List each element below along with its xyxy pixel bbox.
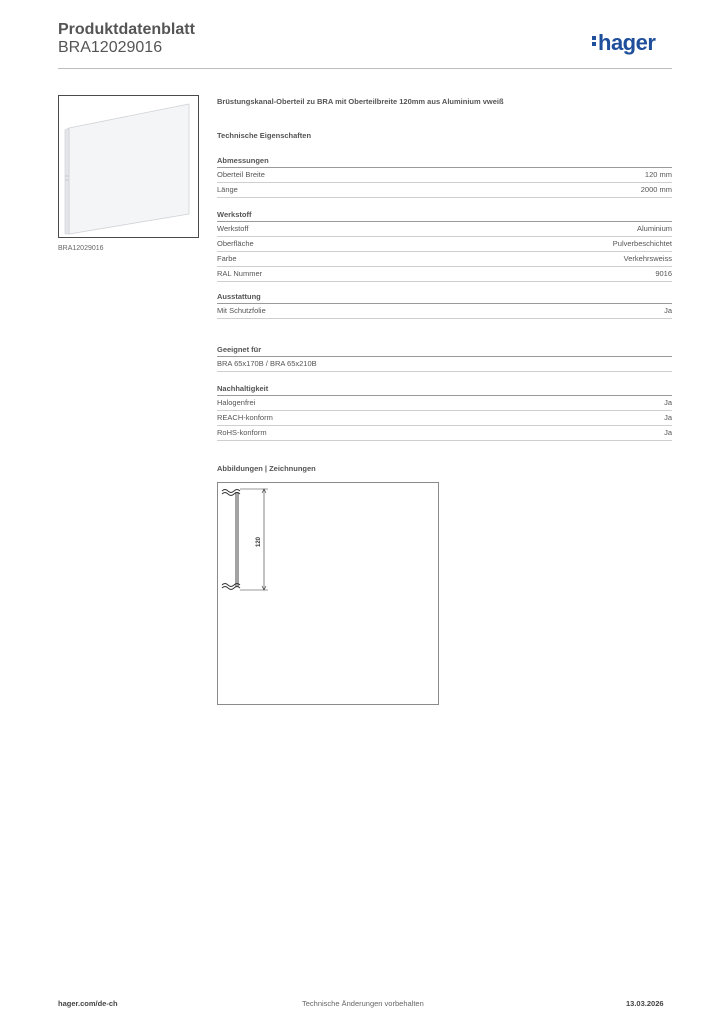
- property-label: Farbe: [217, 254, 237, 263]
- property-value: Ja: [664, 428, 672, 437]
- property-row: [217, 396, 672, 411]
- document-title: Produktdatenblatt: [58, 21, 195, 38]
- section-title: Abmessungen: [217, 155, 672, 168]
- property-value: 9016: [655, 269, 672, 278]
- section-equipment: [217, 291, 672, 319]
- property-value: Aluminium: [636, 224, 672, 233]
- footer-date: 13.03.2026: [626, 999, 664, 1008]
- figures-title: Abbildungen | Zeichnungen: [217, 464, 316, 473]
- property-value: 120 mm: [644, 170, 672, 179]
- header-divider: [58, 68, 672, 69]
- section-sustainability: [217, 383, 672, 441]
- property-value: 2000 mm: [640, 185, 672, 194]
- property-label: RAL Nummer: [217, 269, 263, 278]
- property-label: Oberteil Breite: [217, 170, 265, 179]
- logo-dots-icon: [592, 34, 596, 48]
- property-label: BRA 65x170B / BRA 65x210B: [217, 359, 317, 368]
- section-title: Ausstattung: [217, 291, 672, 304]
- property-row: [217, 252, 672, 267]
- property-value: Verkehrsweiss: [623, 254, 672, 263]
- property-row: [217, 304, 672, 319]
- hager-logo: [592, 30, 655, 56]
- logo-text: hager: [598, 30, 656, 55]
- property-value: Ja: [664, 398, 672, 407]
- property-value: Ja: [664, 413, 672, 422]
- product-image: [58, 95, 199, 238]
- property-label: Länge: [217, 185, 238, 194]
- technical-properties-title: Technische Eigenschaften: [217, 131, 312, 140]
- property-row: [217, 426, 672, 441]
- property-row: [217, 168, 672, 183]
- property-row: [217, 267, 672, 282]
- product-code: BRA12029016: [58, 39, 163, 56]
- section-title: Werkstoff: [217, 209, 672, 222]
- property-row: [217, 222, 672, 237]
- section-material: [217, 209, 672, 282]
- property-row: [217, 411, 672, 426]
- footer-disclaimer: Technische Änderungen vorbehalten: [302, 999, 424, 1008]
- section-dimensions: [217, 155, 672, 198]
- footer-website-link[interactable]: hager.com/de-ch: [58, 999, 118, 1008]
- property-row: [217, 183, 672, 198]
- product-description: Brüstungskanal-Oberteil zu BRA mit Oberteilbreite 120mm aus Aluminium vweiß: [217, 97, 504, 106]
- property-row: [217, 357, 672, 372]
- property-value: Ja: [664, 306, 672, 315]
- property-label: REACH-konform: [217, 413, 273, 422]
- property-label: Mit Schutzfolie: [217, 306, 266, 315]
- product-profile-illustration: [59, 96, 198, 237]
- product-image-caption: BRA12029016: [58, 245, 104, 252]
- property-label: RoHS-konform: [217, 428, 267, 437]
- dimension-label: 120: [256, 536, 262, 548]
- profile-drawing: [218, 483, 438, 704]
- property-label: Halogenfrei: [217, 398, 256, 407]
- section-title: Geeignet für: [217, 344, 672, 357]
- section-title: Nachhaltigkeit: [217, 383, 672, 396]
- property-label: Oberfläche: [217, 239, 254, 248]
- section-suitable-for: [217, 344, 672, 372]
- technical-drawing: [217, 482, 439, 705]
- property-label: Werkstoff: [217, 224, 249, 233]
- property-value: Pulverbeschichtet: [612, 239, 672, 248]
- property-row: [217, 237, 672, 252]
